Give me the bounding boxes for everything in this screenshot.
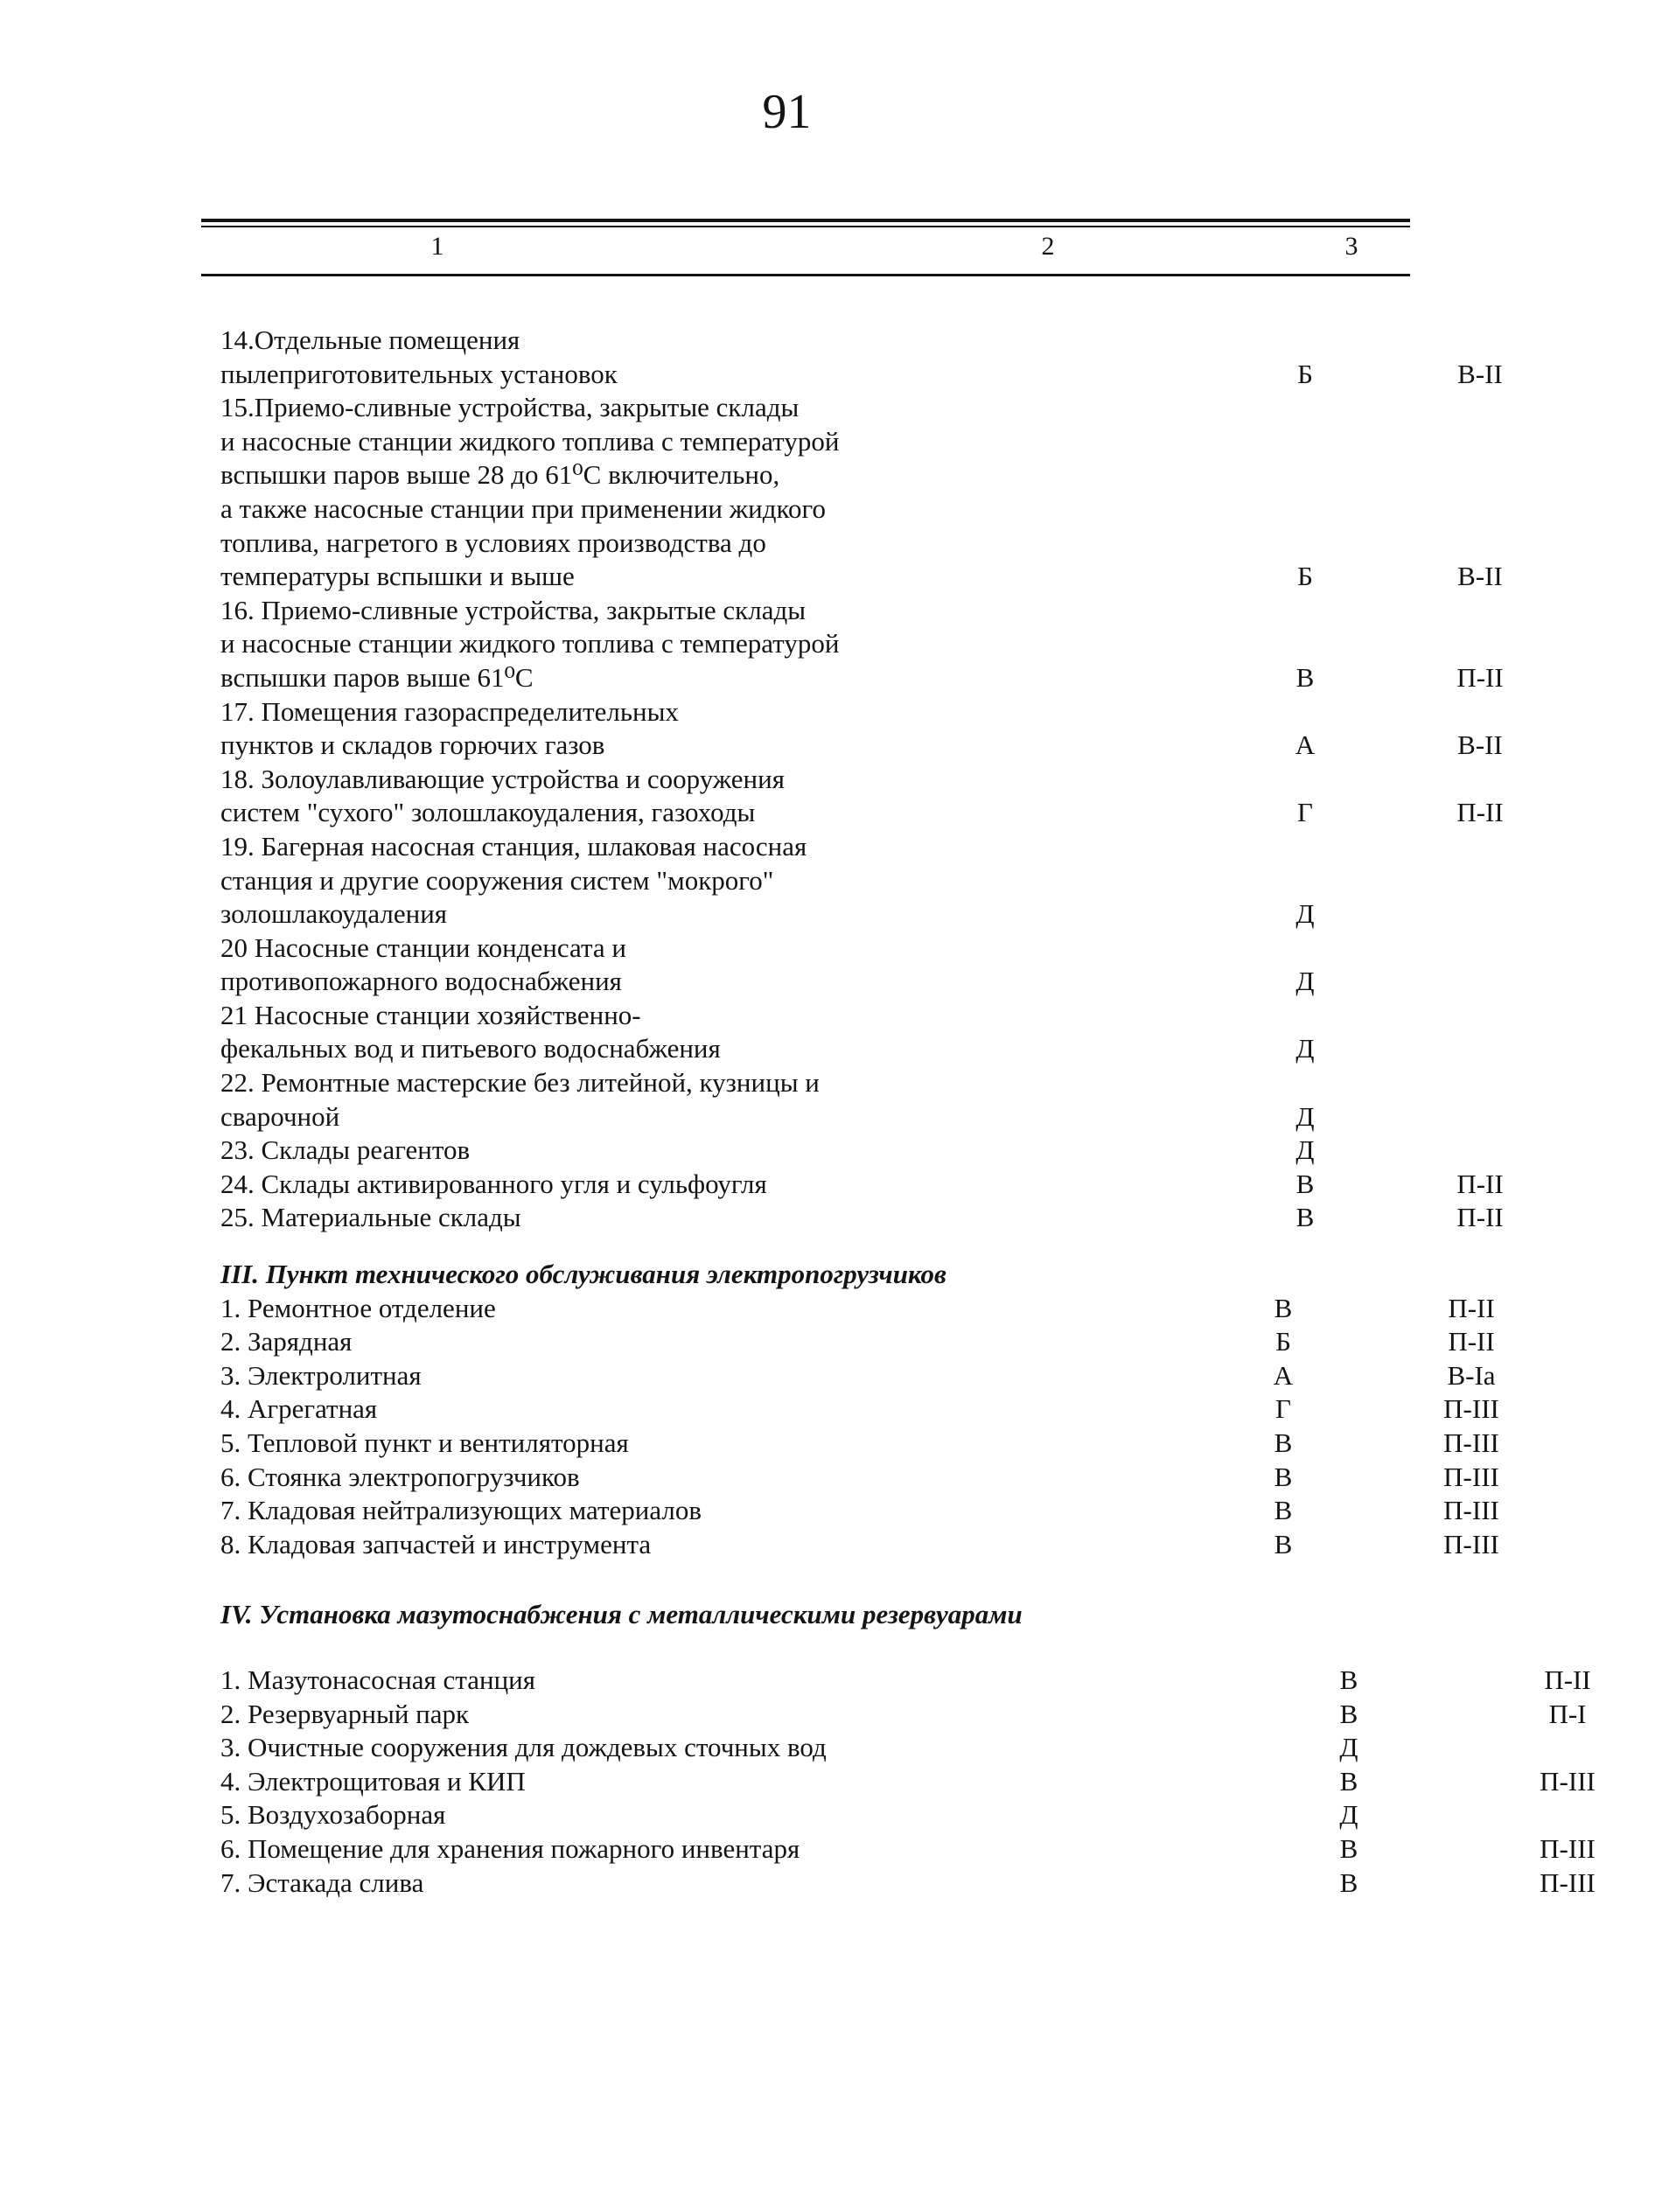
- category-cell: В: [1274, 1495, 1293, 1526]
- table-row: [220, 1201, 1504, 1235]
- category-cell: В: [1339, 1664, 1358, 1695]
- category-cell: Д: [1295, 1033, 1315, 1064]
- table-row: [220, 1325, 1495, 1359]
- row-text: 1. Мазутонасосная станция: [220, 1664, 536, 1695]
- row-text: 8. Кладовая запчастей и инструмента: [220, 1528, 652, 1560]
- category-cell: А: [1295, 729, 1316, 761]
- category-cell: В: [1274, 1528, 1293, 1560]
- row-text: 1. Ремонтное отделение: [220, 1292, 496, 1323]
- table-row: [220, 458, 1428, 492]
- zone-class-cell: П-III: [1540, 1867, 1596, 1898]
- category-cell: В: [1295, 661, 1315, 693]
- table-row: [220, 796, 1504, 830]
- table-row: [220, 1359, 1496, 1393]
- row-text: 2. Резервуарный парк: [220, 1698, 470, 1729]
- category-cell: Д: [1339, 1732, 1358, 1763]
- row-text: 25. Материальные склады: [220, 1202, 521, 1233]
- table-header-rule: [201, 274, 1410, 276]
- row-text: 18. Золоулавливающие устройства и сооружения: [220, 763, 785, 794]
- table-row: [220, 594, 1428, 628]
- table-row: [220, 1292, 1495, 1326]
- table-row: [220, 965, 1428, 999]
- row-text: систем "сухого" золошлакоудаления, газоходы: [220, 797, 756, 828]
- table-row: [220, 358, 1503, 392]
- table-row: [220, 1798, 1428, 1832]
- row-text: 22. Ремонтные мастерские без литейной, кузницы и: [220, 1067, 820, 1099]
- column-header-3: 3: [1344, 232, 1358, 261]
- category-cell: А: [1273, 1359, 1294, 1391]
- row-text: 16. Приемо-сливные устройства, закрытые склады: [220, 594, 807, 625]
- table-row: [220, 1134, 1428, 1168]
- zone-class-cell: П-II: [1448, 1292, 1495, 1323]
- zone-class-cell: П-III: [1443, 1495, 1499, 1526]
- zone-class-cell: П-II: [1544, 1664, 1591, 1695]
- zone-class-cell: П-III: [1443, 1393, 1499, 1425]
- zone-class-cell: П-III: [1540, 1832, 1596, 1864]
- table-row: [220, 1168, 1504, 1202]
- zone-class-cell: П-II: [1456, 797, 1504, 828]
- row-text: 17. Помещения газораспределительных: [220, 695, 679, 727]
- table-row: [220, 1066, 1428, 1100]
- table-row: [220, 1032, 1428, 1066]
- category-cell: В: [1274, 1427, 1293, 1458]
- zone-class-cell: В-Ia: [1447, 1359, 1496, 1391]
- zone-class-cell: В-II: [1457, 561, 1503, 592]
- row-text: 4. Агрегатная: [220, 1393, 378, 1425]
- row-text: и насосные станции жидкого топлива с температурой: [220, 628, 840, 659]
- table-row: [220, 1100, 1428, 1134]
- zone-class-cell: П-III: [1443, 1427, 1499, 1458]
- column-header-1: 1: [430, 232, 444, 261]
- category-cell: В: [1295, 1202, 1315, 1233]
- table-row: [220, 661, 1504, 695]
- row-text: вспышки паров выше 61⁰С: [220, 661, 534, 693]
- zone-class-cell: П-III: [1443, 1528, 1499, 1560]
- table-row: [220, 830, 1428, 864]
- row-text: станция и другие сооружения систем "мокрого": [220, 864, 774, 896]
- row-text: 7. Кладовая нейтрализующих материалов: [220, 1495, 702, 1526]
- row-text: фекальных вод и питьевого водоснабжения: [220, 1033, 721, 1064]
- category-cell: Г: [1297, 797, 1313, 828]
- category-cell: В: [1339, 1867, 1358, 1898]
- table-top-rule: [201, 219, 1410, 222]
- table-row: [220, 560, 1503, 594]
- row-text: 5. Тепловой пункт и вентиляторная: [220, 1427, 629, 1458]
- row-text: 7. Эстакада слива: [220, 1867, 424, 1898]
- table-row: [220, 1392, 1499, 1427]
- table-row: [220, 695, 1428, 729]
- zone-class-cell: П-I: [1548, 1698, 1587, 1729]
- row-text: 4. Электрощитовая и КИП: [220, 1765, 526, 1797]
- table-row: [220, 864, 1428, 898]
- table-row: [220, 1731, 1428, 1765]
- table-row: [220, 324, 1428, 358]
- table-row: [220, 492, 1428, 527]
- row-text: пылеприготовительных установок: [220, 358, 618, 389]
- zone-class-cell: В-II: [1457, 358, 1503, 389]
- table-row: [220, 627, 1428, 661]
- table-row: [220, 1461, 1499, 1495]
- row-text: а также насосные станции при применении жидкого: [220, 492, 826, 524]
- table-row: [220, 729, 1503, 763]
- row-text: 3. Электролитная: [220, 1359, 422, 1391]
- category-cell: Б: [1275, 1326, 1291, 1357]
- row-text: 20 Насосные станции конденсата и: [220, 932, 626, 963]
- row-text: 15.Приемо-сливные устройства, закрытые склады: [220, 392, 800, 423]
- table-row: [220, 527, 1428, 561]
- row-text: золошлакоудаления: [220, 898, 448, 930]
- row-text: сварочной: [220, 1100, 340, 1132]
- table-row: [220, 999, 1428, 1033]
- row-text: 23. Склады реагентов: [220, 1134, 471, 1166]
- category-cell: В: [1339, 1765, 1358, 1797]
- row-text: 24. Склады активированного угля и сульфоугля: [220, 1168, 767, 1199]
- category-cell: Д: [1295, 966, 1315, 997]
- category-cell: Г: [1275, 1393, 1291, 1425]
- category-cell: В: [1274, 1461, 1293, 1492]
- section-iii-title: III. Пункт технического обслуживания электропогрузчиков: [220, 1259, 946, 1290]
- category-cell: Б: [1297, 561, 1313, 592]
- table-row: [220, 1427, 1499, 1461]
- table-row: [220, 1765, 1596, 1799]
- section-iii-rows: [220, 1292, 1499, 1562]
- row-text: 3. Очистные сооружения для дождевых сточных вод: [220, 1732, 827, 1763]
- row-text: 21 Насосные станции хозяйственно-: [220, 999, 641, 1030]
- table-row: [220, 1528, 1499, 1562]
- row-text: 5. Воздухозаборная: [220, 1799, 446, 1831]
- row-text: 6. Стоянка электропогрузчиков: [220, 1461, 580, 1492]
- category-cell: В: [1339, 1832, 1358, 1864]
- table-row: [220, 897, 1428, 932]
- row-text: 6. Помещение для хранения пожарного инвентаря: [220, 1832, 800, 1864]
- row-text: 2. Зарядная: [220, 1326, 353, 1357]
- row-text: противопожарного водоснабжения: [220, 966, 622, 997]
- category-cell: Д: [1295, 1134, 1315, 1166]
- section-iv-title: IV. Установка мазутоснабжения с металлическими резервуарами: [220, 1599, 1023, 1630]
- category-cell: В: [1295, 1168, 1315, 1199]
- zone-class-cell: П-II: [1456, 1168, 1504, 1199]
- table-row: [220, 1832, 1596, 1867]
- zone-class-cell: П-III: [1540, 1765, 1596, 1797]
- table-row: [220, 391, 1428, 425]
- column-header-2: 2: [1041, 232, 1055, 261]
- table-row: [220, 763, 1428, 797]
- category-cell: Б: [1297, 358, 1313, 389]
- zone-class-cell: П-II: [1448, 1326, 1495, 1357]
- zone-class-cell: П-III: [1443, 1461, 1499, 1492]
- row-text: температуры вспышки и выше: [220, 561, 575, 592]
- table-row: [220, 1664, 1591, 1698]
- category-cell: Д: [1295, 898, 1315, 930]
- row-text: вспышки паров выше 28 до 61⁰С включительно,: [220, 459, 780, 491]
- zone-class-cell: П-II: [1456, 661, 1504, 693]
- table-body: [220, 324, 1596, 1900]
- category-cell: Д: [1295, 1100, 1315, 1132]
- row-text: топлива, нагретого в условиях производства до: [220, 527, 766, 558]
- row-text: 14.Отдельные помещения: [220, 324, 520, 355]
- table-row: [220, 425, 1428, 459]
- table-row: [220, 932, 1428, 966]
- category-cell: В: [1274, 1292, 1293, 1323]
- row-text: и насосные станции жидкого топлива с температурой: [220, 425, 840, 457]
- row-text: 19. Багерная насосная станция, шлаковая насосная: [220, 830, 807, 862]
- table-top-rule-thin: [201, 226, 1410, 227]
- table-row: [220, 1494, 1499, 1528]
- table-row: [220, 1867, 1596, 1901]
- section-iv-rows: [220, 1664, 1596, 1900]
- zone-class-cell: В-II: [1457, 729, 1503, 761]
- table-row: [220, 1698, 1587, 1732]
- zone-class-cell: П-II: [1456, 1202, 1504, 1233]
- page-number: 91: [762, 85, 812, 139]
- row-text: пунктов и складов горючих газов: [220, 729, 605, 761]
- category-cell: В: [1339, 1698, 1358, 1729]
- group-ii-tail: [220, 324, 1504, 1235]
- category-cell: Д: [1339, 1799, 1358, 1831]
